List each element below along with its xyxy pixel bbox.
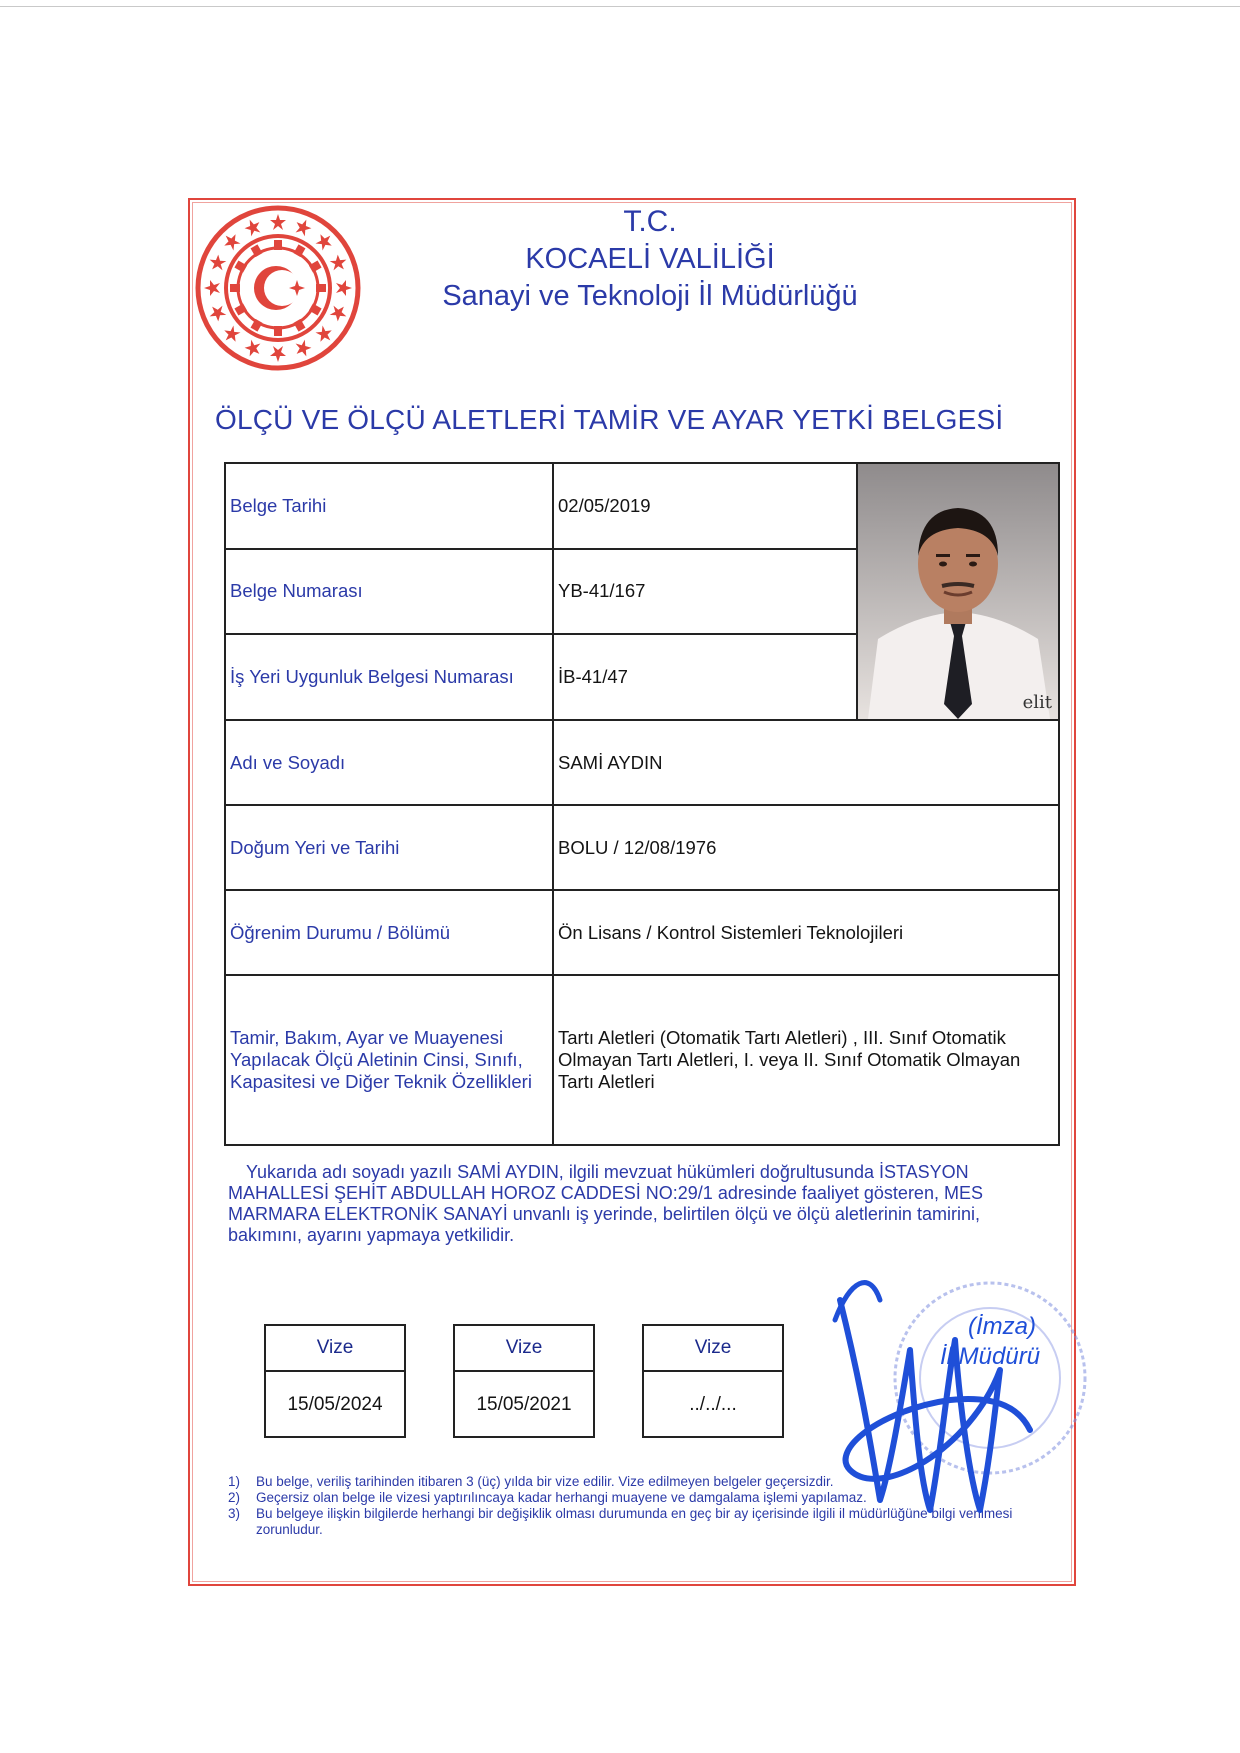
vize-box-3 [642,1324,784,1438]
row-label: Doğum Yeri ve Tarihi [225,805,553,890]
vize-label: Vize [644,1326,782,1372]
vize-box-1 [264,1324,406,1438]
row-value: YB-41/167 [553,549,857,635]
row-value: Tartı Aletleri (Otomatik Tartı Aletleri) , III. Sınıf Otomatik Olmayan Tartı Aletleri, I. veya II. Sınıf Otomatik Olmayan Tartı Aletleri [553,975,1059,1145]
row-value: İB-41/47 [553,634,857,720]
vize-label: Vize [455,1326,593,1372]
note-number: 3) [228,1506,241,1521]
ministry-emblem-icon [192,202,364,374]
table-row [225,805,1059,890]
vize-date: 15/05/2024 [287,1394,383,1415]
certificate-table [224,462,1060,1148]
authorization-paragraph: Yukarıda adı soyadı yazılı SAMİ AYDIN, ilgili mevzuat hükümleri doğrultusunda İSTASYON MAHALLESİ ŞEHİT ABDULLAH HOROZ CADDESİ NO:29/1 adresinde faaliyet gösteren, MES MARMARA ELEKTRONİK SANAYİ unvanlı iş yerinde, belirtilen ölçü ve ölçü aletlerinin tamirini, bakımını, ayarını yapmaya yetkilidir. [228,1162,983,1245]
stamp-line-imza: (İmza) [968,1313,1036,1340]
row-label: Belge Tarihi [225,463,553,549]
table-row [225,890,1059,975]
row-label: Belge Numarası [225,549,553,635]
photo-watermark: elit [1022,692,1052,713]
note-number: 1) [228,1474,241,1489]
row-label: Öğrenim Durumu / Bölümü [225,890,553,975]
table-row [225,975,1059,1145]
note-text: Bu belgeye ilişkin bilgilerde herhangi bir değişiklik olması durumunda en geç bir ay içerisinde ilgili il müdürlüğüne bilgi verilmesi zorunludur. [256,1506,1013,1537]
scan-edge-line [0,6,1240,7]
row-value: BOLU / 12/08/1976 [553,805,1059,890]
official-stamp-signature [820,1260,1100,1540]
vize-date: ../../... [689,1394,737,1415]
table-row [225,463,1059,549]
row-value: SAMİ AYDIN [553,720,1059,805]
table-row [225,720,1059,805]
vize-date: 15/05/2021 [476,1394,572,1415]
row-value: 02/05/2019 [553,463,857,549]
row-label: Tamir, Bakım, Ayar ve Muayenesi Yapılacak Ölçü Aletinin Cinsi, Sınıfı, Kapasitesi ve Diğer Teknik Özellikleri [225,975,553,1145]
header-line-tc: T.C. [623,205,677,238]
holder-photo [857,463,1059,720]
vize-box-2 [453,1324,595,1438]
portrait-image [858,464,1058,719]
document-title: ÖLÇÜ VE ÖLÇÜ ALETLERİ TAMİR VE AYAR YETKİ BELGESİ [215,404,1004,435]
note-number: 2) [228,1490,241,1505]
note-text: Geçersiz olan belge ile vizesi yaptırılıncaya kadar herhangi muayene ve damgalama işlemi yapılamaz. [256,1490,867,1505]
vize-label: Vize [266,1326,404,1372]
row-label: İş Yeri Uygunluk Belgesi Numarası [225,634,553,720]
stamp-line-director: İl Müdürü [940,1343,1041,1370]
header-line-governorship: KOCAELİ VALİLİĞİ [525,243,775,275]
header-line-directorate: Sanayi ve Teknoloji İl Müdürlüğü [442,280,858,312]
row-value: Ön Lisans / Kontrol Sistemleri Teknolojileri [553,890,1059,975]
row-label: Adı ve Soyadı [225,720,553,805]
note-text: Bu belge, veriliş tarihinden itibaren 3 (üç) yılda bir vize edilir. Vize edilmeyen belgeler geçersizdir. [256,1474,834,1489]
